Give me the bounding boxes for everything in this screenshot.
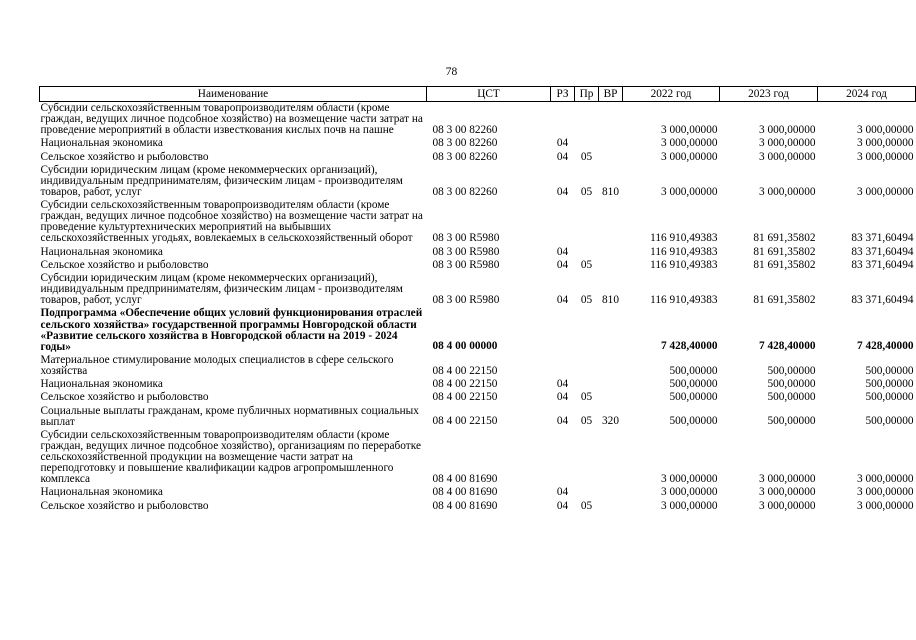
cell-pr: 05 [580,499,593,512]
cell-vr [599,102,623,138]
cell-cst: 08 3 00 R5980 [432,245,500,258]
cell-cst: 08 3 00 R5980 [432,258,500,271]
cell-pr [575,246,599,259]
cell-2023: 500,00000 [767,377,816,390]
cell-2024: 500,00000 [865,364,914,377]
cell-2023: 3 000,00000 [759,486,816,499]
table-row [40,151,916,164]
cell-vr [599,199,623,245]
cell-vr: 810 [602,185,619,198]
cell-2024: 500,00000 [865,415,914,428]
cell-name: Сельское хозяйство и рыболовство [40,499,209,512]
cell-2023: 81 691,35802 [753,245,816,258]
cell-2022: 500,00000 [669,364,718,377]
cell-pr: 05 [580,185,593,198]
cell-2024: 500,00000 [865,391,914,404]
cell-pr [575,354,599,378]
table-row [40,429,916,486]
cell-vr [599,151,623,164]
cell-name: Сельское хозяйство и рыболовство [40,150,209,163]
cell-2023: 3 000,00000 [759,499,816,512]
cell-cst: 08 4 00 22150 [432,377,498,390]
column-header-rz: РЗ [551,87,575,102]
cell-rz [551,354,575,378]
table-row [40,486,916,499]
table-row [40,354,916,378]
cell-2022: 3 000,00000 [661,486,718,499]
cell-pr [575,429,599,486]
cell-vr [599,307,623,353]
cell-pr: 05 [580,150,593,163]
cell-rz: 04 [556,377,569,390]
cell-cst: 08 4 00 81690 [432,472,498,485]
table-body [40,102,916,513]
cell-2023: 500,00000 [767,364,816,377]
cell-2024: 83 371,60494 [851,232,914,245]
cell-rz: 04 [556,150,569,163]
cell-name: Субсидии сельскохозяйственным товаропроизводителям области (кроме граждан, ведущих личное подсобное хозяйство), организациям по переработке сельскохозяйственной продукции на возмещение части затрат на переподготовку и повышение квалификации кадров агропромышленного комплекса [40,428,421,486]
table-row [40,259,916,272]
cell-vr [599,486,623,499]
cell-pr: 05 [580,258,593,271]
cell-name: Подпрограмма «Обеспечение общих условий функционирования отраслей сельского хозяйства» государственной программы Новгородской области «Развитие сельского хозяйства в Новгородской области на 2019 - 2024 годы» [40,307,423,353]
cell-cst: 08 3 00 82260 [432,185,498,198]
cell-vr [599,378,623,391]
cell-vr [599,391,623,404]
cell-2023: 3 000,00000 [759,137,816,150]
cell-rz [551,199,575,245]
cell-name: Сельское хозяйство и рыболовство [40,391,209,404]
cell-2024: 3 000,00000 [857,486,914,499]
cell-vr [599,246,623,259]
cell-2022: 7 428,40000 [661,340,718,353]
table-row [40,307,916,353]
cell-name: Субсидии сельскохозяйственным товаропроизводителям области (кроме граждан, ведущих личное подсобное хозяйство) на возмещение части затрат на проведение мероприятий в области известкования кислых почв на пашне [40,102,423,137]
table-row [40,199,916,245]
cell-rz: 04 [556,137,569,150]
cell-rz [551,429,575,486]
cell-2024: 7 428,40000 [857,340,914,353]
cell-name: Национальная экономика [40,378,163,391]
cell-rz: 04 [556,294,569,307]
column-header-2022: 2022 год [623,87,720,102]
cell-cst: 08 4 00 81690 [432,499,498,512]
cell-name: Национальная экономика [40,486,163,499]
table-row [40,164,916,199]
cell-2022: 3 000,00000 [661,472,718,485]
cell-vr [599,259,623,272]
cell-pr [575,199,599,245]
cell-pr [575,486,599,499]
table-header [40,87,916,102]
cell-rz: 04 [556,258,569,271]
page-number: 78 [445,66,458,78]
cell-2023: 500,00000 [767,415,816,428]
cell-cst: 08 3 00 82260 [432,123,498,136]
cell-name: Национальная экономика [40,137,163,150]
cell-2022: 116 910,49383 [650,245,718,258]
cell-name: Национальная экономика [40,245,163,258]
cell-pr [575,378,599,391]
cell-name: Материальное стимулирование молодых специалистов в сфере сельского хозяйства [40,353,394,377]
table-row [40,137,916,150]
cell-2024: 3 000,00000 [857,185,914,198]
cell-2024: 3 000,00000 [857,123,914,136]
cell-2023: 3 000,00000 [759,185,816,198]
cell-rz: 04 [556,185,569,198]
cell-2024: 83 371,60494 [851,258,914,271]
column-header-2024: 2024 год [818,87,916,102]
cell-cst: 08 4 00 22150 [432,364,498,377]
cell-2023: 81 691,35802 [753,258,816,271]
column-header-name: Наименование [40,87,427,102]
table-row [40,378,916,391]
cell-pr [575,307,599,353]
cell-2022: 500,00000 [669,391,718,404]
cell-2024: 3 000,00000 [857,150,914,163]
cell-2023: 3 000,00000 [759,123,816,136]
table-row [40,272,916,307]
cell-name: Социальные выплаты гражданам, кроме публичных нормативных социальных выплат [40,404,419,428]
cell-2022: 116 910,49383 [650,294,718,307]
cell-vr [599,354,623,378]
cell-rz: 04 [556,245,569,258]
cell-2023: 81 691,35802 [753,294,816,307]
cell-name: Сельское хозяйство и рыболовство [40,259,209,272]
cell-cst: 08 4 00 00000 [432,340,498,353]
cell-pr [575,102,599,138]
cell-cst: 08 3 00 82260 [432,137,498,150]
cell-rz: 04 [556,486,569,499]
table-row [40,102,916,138]
column-header-cst: ЦСТ [427,87,551,102]
cell-cst: 08 3 00 R5980 [432,294,500,307]
cell-2024: 83 371,60494 [851,245,914,258]
cell-vr [599,500,623,513]
cell-2022: 3 000,00000 [661,150,718,163]
budget-table [39,86,916,513]
table-row [40,246,916,259]
cell-pr: 05 [580,391,593,404]
table-row [40,500,916,513]
cell-vr [599,137,623,150]
cell-2024: 3 000,00000 [857,472,914,485]
cell-2024: 3 000,00000 [857,137,914,150]
cell-pr: 05 [580,294,593,307]
cell-rz [551,102,575,138]
column-header-pr: Пр [575,87,599,102]
cell-cst: 08 3 00 R5980 [432,232,500,245]
cell-2022: 116 910,49383 [650,258,718,271]
cell-vr [599,429,623,486]
column-header-vr: ВР [599,87,623,102]
cell-2023: 3 000,00000 [759,150,816,163]
cell-2022: 3 000,00000 [661,499,718,512]
cell-2023: 500,00000 [767,391,816,404]
cell-rz: 04 [556,391,569,404]
cell-cst: 08 4 00 22150 [432,391,498,404]
cell-cst: 08 3 00 82260 [432,150,498,163]
cell-2024: 3 000,00000 [857,499,914,512]
cell-2023: 81 691,35802 [753,232,816,245]
cell-2022: 3 000,00000 [661,137,718,150]
cell-rz: 04 [556,499,569,512]
table-row [40,405,916,429]
cell-2022: 116 910,49383 [650,232,718,245]
column-header-2023: 2023 год [720,87,818,102]
cell-pr: 05 [580,415,593,428]
cell-2022: 500,00000 [669,415,718,428]
cell-pr [575,137,599,150]
cell-2022: 500,00000 [669,377,718,390]
cell-2022: 3 000,00000 [661,185,718,198]
table-row [40,391,916,404]
cell-rz [551,307,575,353]
cell-name: Субсидии юридическим лицам (кроме некоммерческих организаций), индивидуальным предпринимателям, физическим лицам - производителям товаров, работ, услуг [40,272,403,307]
cell-rz: 04 [556,415,569,428]
cell-name: Субсидии сельскохозяйственным товаропроизводителям области (кроме граждан, ведущих личное подсобное хозяйство) на возмещение части затрат на проведение культуртехнических мероприятий на выбывших сельскохозяйственных угодьях, вовлекаемых в сельскохозяйственный оборот [40,199,423,245]
cell-2023: 7 428,40000 [759,340,816,353]
cell-2022: 3 000,00000 [661,123,718,136]
cell-name: Субсидии юридическим лицам (кроме некоммерческих организаций), индивидуальным предпринимателям, физическим лицам - производителям товаров, работ, услуг [40,163,403,199]
cell-cst: 08 4 00 81690 [432,486,498,499]
cell-2024: 83 371,60494 [851,294,914,307]
cell-2024: 500,00000 [865,377,914,390]
cell-vr: 810 [602,294,619,307]
cell-cst: 08 4 00 22150 [432,415,498,428]
cell-vr: 320 [602,415,619,428]
cell-2023: 3 000,00000 [759,472,816,485]
